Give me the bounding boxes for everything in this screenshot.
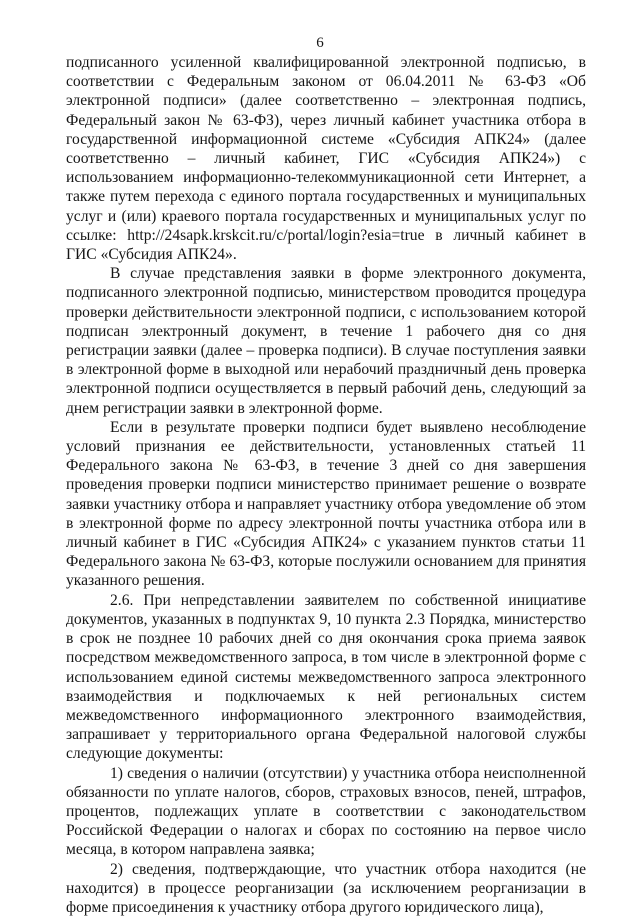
- list-item-2: 2) сведения, подтверждающие, что участник отбора находится (не находится) в процессе реорганизации (за исключением реорганизации в форме присоединения к участнику отбора другого юридического лица),: [66, 860, 586, 916]
- paragraph-section-2-6: 2.6. При непредставлении заявителем по собственной инициативе документов, указанных в подпунктах 9, 10 пункта 2.3 Порядка, министерство в срок не позднее 10 рабочих дней со дня окончания срока приема заявок посредством межведомственного запроса, в том числе в электронной форме с использованием единой системы межведомственного запроса электронного взаимодействия и подключаемых к ней региональных систем межведомственного информационного электронного взаимодействия, запрашивает у территориального органа Федеральной налоговой службы следующие документы:: [66, 591, 586, 763]
- paragraph-continuation: подписанного усиленной квалифицированной электронной подписью, в соответствии с Федеральным законом от 06.04.2011 № 63-ФЗ «Об электронной подписи» (далее соответственно – электронная подпись, Федеральный закон № 63-ФЗ), через личный кабинет участника отбора в государственной информационной системе «Субсидия АПК24» (далее соответственно – личный кабинет, ГИС «Субсидия АПК24») с использованием информационно-телекоммуникационной сети Интернет, а также путем перехода с единого портала государственных и муниципальных услуг и (или) краевого портала государственных и муниципальных услуг по ссылке: http://24sapk.krskcit.ru/c/portal/login?esia=true в личный кабинет в ГИС «Субсидия АПК24».: [66, 54, 586, 264]
- page-number: 6: [316, 35, 324, 51]
- paragraph-signature-check: В случае представления заявки в форме электронного документа, подписанного электронной подписью, министерством проводится процедура проверки действительности электронной подписи, с использованием которой подписан электронный документ, в течение 1 рабочего дня со дня регистрации заявки (далее – проверка подписи). В случае поступления заявки в электронной форме в выходной или нерабочий праздничный день проверка электронной подписи осуществляется в первый рабочий день, следующий за днем регистрации заявки в электронной форме.: [66, 265, 586, 417]
- document-body: [66, 53, 586, 917]
- paragraph-signature-invalid: Если в результате проверки подписи будет выявлено несоблюдение условий признания ее действительности, установленных статьей 11 Федерального закона № 63-ФЗ, в течение 3 дней со дня завершения проведения проверки подписи министерство принимает решение о возврате заявки участнику отбора и направляет участнику отбора уведомление об этом в электронной форме по адресу электронной почты участника отбора или в личный кабинет в ГИС «Субсидия АПК24» с указанием пунктов статьи 11 Федерального закона № 63-ФЗ, которые послужили основанием для принятия указанного решения.: [66, 418, 586, 590]
- list-item-1: 1) сведения о наличии (отсутствии) у участника отбора неисполненной обязанности по уплате налогов, сборов, страховых взносов, пеней, штрафов, процентов, подлежащих уплате в соответствии с законодательством Российской Федерации о налогах и сборах по состоянию на первое число месяца, в котором направлена заявка;: [66, 764, 586, 859]
